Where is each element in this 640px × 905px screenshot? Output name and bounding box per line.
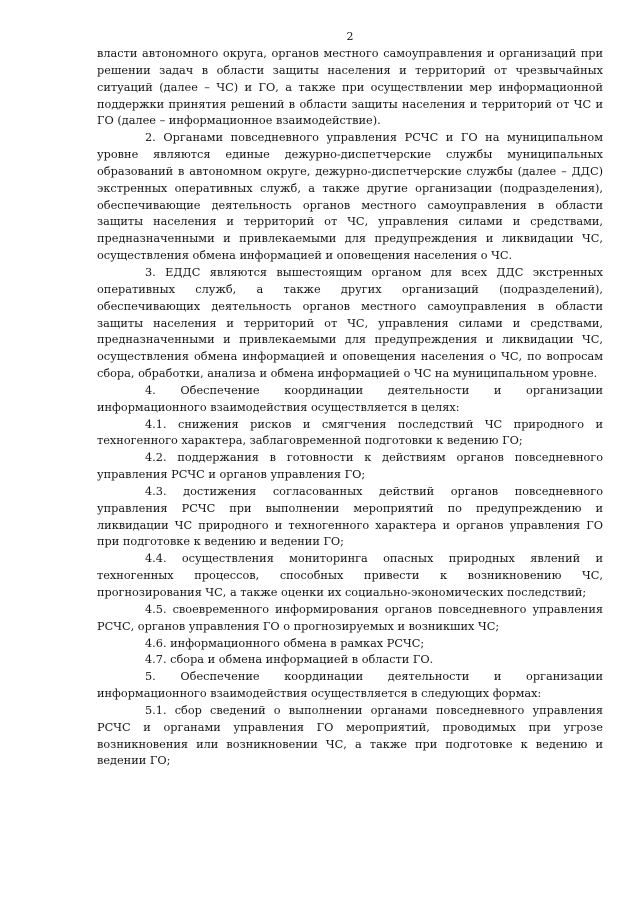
paragraph-4-2: 4.2. поддержания в готовности к действиям органов повседневного управления РСЧС и органов управления ГО; bbox=[97, 451, 603, 482]
paragraph-4-4: 4.4. осуществления мониторинга опасных природных явлений и техногенных процессов, способных привести к возникновению ЧС, прогнозирования ЧС, а также оценки их социально-экономических последствий; bbox=[97, 552, 603, 599]
paragraph-4-3: 4.3. достижения согласованных действий органов повседневного управления РСЧС при выполнении мероприятий по предупреждению и ликвидации ЧС природного и техногенного характера и органов управления ГО при подготовке к ведению и ведении ГО; bbox=[97, 484, 603, 549]
paragraph-5-1: 5.1. сбор сведений о выполнении органами повседневного управления РСЧС и органами управления ГО мероприятий, проводимых при угрозе возникновения или возникновении ЧС, а также при подготовке к ведению и ведении ГО; bbox=[97, 703, 603, 768]
paragraph-2: 2. Органами повседневного управления РСЧС и ГО на муниципальном уровне являются единые дежурно-диспетчерские службы муниципальных образований в автономном округе, дежурно-диспетчерские службы (далее – ДДС) экстренных оперативных служб, а также другие организации (подразделения), обеспечивающие деятельность органов местного самоуправления в области защиты населения и территорий от ЧС, управления силами и средствами, предназначенными и привлекаемыми для предупреждения и ликвидации ЧС, осуществления обмена информацией и оповещения населения о ЧС. bbox=[97, 131, 603, 263]
document-body bbox=[97, 46, 603, 770]
paragraph-4-6: 4.6. информационного обмена в рамках РСЧС; bbox=[145, 636, 425, 650]
paragraph-4-7: 4.7. сбора и обмена информацией в области ГО. bbox=[145, 653, 434, 667]
paragraph-continuation: власти автономного округа, органов местного самоуправления и организаций при решении задач в области защиты населения и территорий от чрезвычайных ситуаций (далее – ЧС) и ГО, а также при осуществлении мер информационной поддержки принятия решений в области защиты населения и территорий от ЧС и ГО (далее – информационное взаимодействие). bbox=[97, 47, 603, 128]
paragraph-3: 3. ЕДДС являются вышестоящим органом для всех ДДС экстренных оперативных служб, а также других организаций (подразделений), обеспечивающих деятельность органов местного самоуправления в области защиты населения и территорий от ЧС, управления силами и средствами, предназначенными и привлекаемыми для предупреждения и ликвидации ЧС, осуществления обмена информацией и оповещения населения о ЧС, по вопросам сбора, обработки, анализа и обмена информацией о ЧС на муниципальном уровне. bbox=[97, 265, 603, 381]
paragraph-4: 4. Обеспечение координации деятельности и организации информационного взаимодействия осуществляется в целях: bbox=[97, 383, 603, 414]
paragraph-4-5: 4.5. своевременного информирования органов повседневного управления РСЧС, органов управления ГО о прогнозируемых и возникших ЧС; bbox=[97, 602, 603, 633]
page-number: 2 bbox=[346, 30, 354, 43]
paragraph-4-1: 4.1. снижения рисков и смягчения последствий ЧС природного и техногенного характера, заблаговременной подготовки к ведению ГО; bbox=[97, 417, 603, 448]
paragraph-5: 5. Обеспечение координации деятельности и организации информационного взаимодействия осуществляется в следующих формах: bbox=[97, 670, 603, 701]
